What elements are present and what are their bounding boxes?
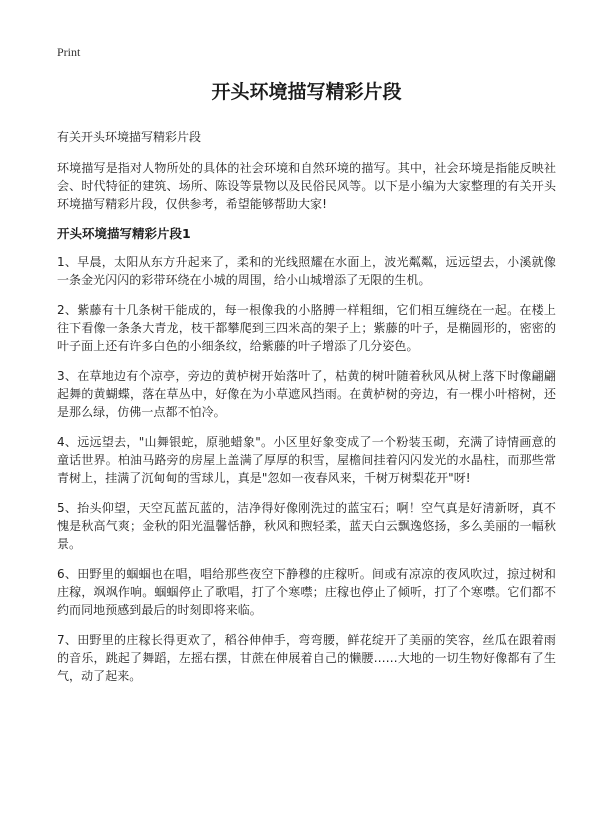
intro-paragraph: 环境描写是指对人物所处的具体的社会环境和自然环境的描写。其中，社会环境是指能反映社会、时代特征的建筑、场所、陈设等景物以及民俗民风等。以下是小编为大家整理的有关开头环境描写精彩片段，仅供参考，希望能够帮助大家! (57, 161, 556, 211)
excerpt-paragraph-7: 7、田野里的庄稼长得更欢了，稻谷伸伸手，弯弯腰，鲜花绽开了美丽的笑容，丝瓜在跟着雨的音乐，跳起了舞蹈，左摇右摆，甘蔗在伸展着自己的懒腰……大地的一切生物好像都有了生气，动了起来。 (57, 633, 556, 683)
excerpt-paragraph-5: 5、抬头仰望，天空瓦蓝瓦蓝的，洁净得好像刚洗过的蓝宝石；啊！空气真是好清新呀，真不愧是秋高气爽；金秋的阳光温馨恬静，秋风和煦轻柔，蓝天白云飘逸悠扬，多么美丽的一幅秋景。 (57, 501, 556, 551)
excerpt-paragraph-1: 1、早晨，太阳从东方升起来了，柔和的光线照耀在水面上，波光粼粼，远远望去，小溪就像一条金光闪闪的彩带环绕在小城的周围，给小山城增添了无限的生机。 (57, 255, 556, 287)
excerpt-paragraph-2: 2、紫藤有十几条树干能成的，每一根像我的小胳膊一样粗细，它们相互缠绕在一起。在楼上往下看像一条条大青龙，枝干都攀爬到三四米高的架子上；紫藤的叶子，是椭圆形的，密密的叶子面上还有许多白色的小细条纹，给紫藤的叶子增添了几分姿色。 (57, 303, 556, 353)
excerpt-paragraph-3: 3、在草地边有个凉亭，旁边的黄栌树开始落叶了，枯黄的树叶随着秋风从树上落下时像翩翩起舞的黄蝴蝶，落在草丛中，好像在为小草遮风挡雨。在黄栌树的旁边，有一棵小叶榕树，还是那么绿，仿佛一点都不怕冷。 (57, 369, 556, 419)
page-title: 开头环境描写精彩片段 (211, 81, 402, 103)
print-link[interactable]: Print (57, 45, 81, 59)
excerpt-paragraph-6: 6、田野里的蝈蝈也在唱，唱给那些夜空下静穆的庄稼听。间或有凉凉的夜风吹过，掠过树和庄稼，飒飒作响。蝈蝈停止了歌唱，打了个寒噤；庄稼也停止了倾听，打了个寒噤。它们都不约而同地预感到最后的时刻即将来临。 (57, 567, 556, 617)
excerpt-paragraph-4: 4、远远望去，"山舞银蛇，原驰蜡象"。小区里好象变成了一个粉装玉砌，充满了诗情画意的童话世界。柏油马路旁的房屋上盖满了厚厚的积雪，屋檐间挂着闪闪发光的水晶柱，而那些常青树上，挂满了沉甸甸的雪球儿，真是"忽如一夜春风来，千树万树梨花开"呀! (57, 435, 556, 485)
section-heading: 开头环境描写精彩片段1 (57, 226, 191, 241)
document-subtitle: 有关开头环境描写精彩片段 (57, 130, 202, 144)
